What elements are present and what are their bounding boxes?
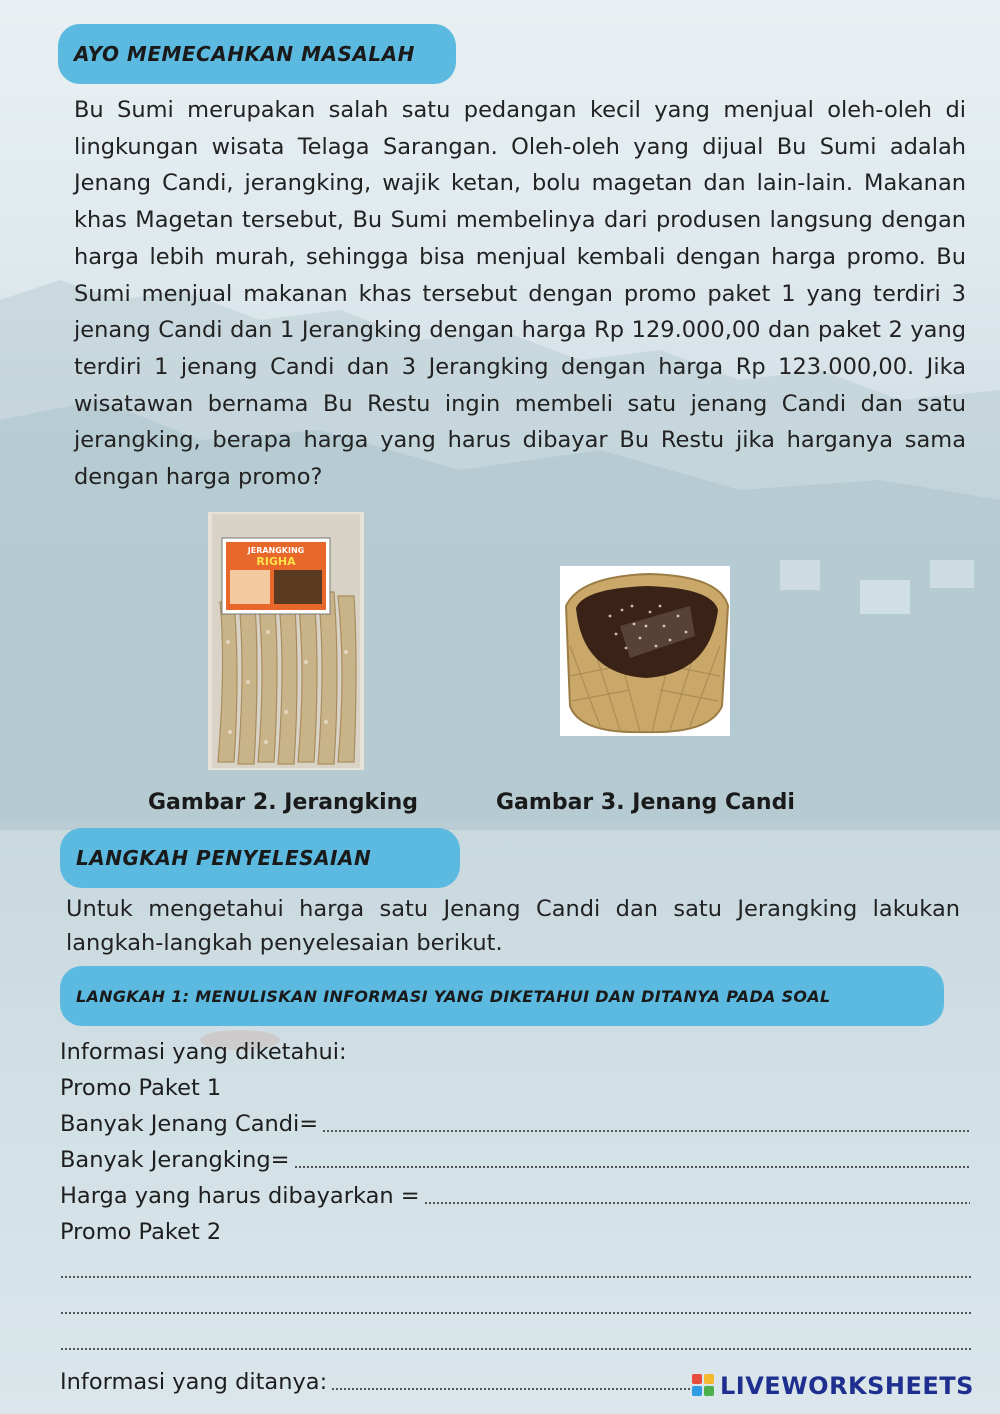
step-1-title: LANGKAH 1: MENULISKAN INFORMASI YANG DIKETAHUI DAN DITANYA PADA SOAL <box>60 966 944 1026</box>
section-title-langkah-penyelesaian: LANGKAH PENYELESAIAN <box>60 828 460 888</box>
known-info-label: Informasi yang diketahui: <box>60 1039 347 1065</box>
jerangking-qty-label: Banyak Jerangking= <box>60 1147 290 1173</box>
jerangking-qty-row <box>60 1142 970 1178</box>
promo-1-heading <box>60 1070 970 1106</box>
known-info-heading <box>60 1034 970 1070</box>
jerangking-photo <box>208 512 364 770</box>
figure-2-caption: Gambar 2. Jerangking <box>148 790 419 815</box>
problem-paragraph: Bu Sumi merupakan salah satu pedangan kecil yang menjual oleh-oleh di lingkungan wisata Telaga Sarangan. Oleh-oleh yang dijual Bu Sumi adalah Jenang Candi, jerangking, wajik ketan, bolu magetan dan lain-lain. Makanan khas Magetan tersebut, Bu Sumi membelinya dari produsen langsung dengan harga lebih murah, sehingga bisa menjual kembali dengan harga promo. Bu Sumi menjual makanan khas tersebut dengan promo paket 1 yang terdiri 3 jenang Candi dan 1 Jerangking dengan harga Rp 129.000,00 dan paket 2 yang terdiri 1 jenang Candi dan 3 Jerangking dengan harga Rp 123.000,00. Jika wisatawan bernama Bu Restu ingin membeli satu jenang Candi dan satu jerangking, berapa harga yang harus dibayar Bu Restu jika harganya sama dengan harga promo? <box>74 97 966 491</box>
jenang-candi-qty-label: Banyak Jenang Candi= <box>60 1111 319 1137</box>
asked-info-label: Informasi yang ditanya: <box>60 1369 328 1395</box>
section-title-ayo-memecahkan-masalah: AYO MEMECAHKAN MASALAH <box>58 24 456 84</box>
price-label: Harga yang harus dibayarkan = <box>60 1183 420 1209</box>
steps-intro-paragraph: Untuk mengetahui harga satu Jenang Candi dan satu Jerangking lakukan langkah-langkah penyelesaian berikut. <box>66 896 960 956</box>
price-answer-field[interactable] <box>424 1200 970 1206</box>
liveworksheets-icon <box>692 1374 716 1398</box>
promo-1-label: Promo Paket 1 <box>60 1075 222 1101</box>
jenang-candi-photo <box>560 566 730 736</box>
liveworksheets-logo[interactable] <box>692 1370 974 1402</box>
price-row <box>60 1178 970 1214</box>
promo-2-label: Promo Paket 2 <box>60 1219 222 1245</box>
liveworksheets-text: LIVEWORKSHEETS <box>720 1372 974 1400</box>
package-name-text: RIGHA <box>256 555 296 568</box>
jerangking-qty-answer-field[interactable] <box>294 1164 970 1170</box>
asked-info-answer-field[interactable] <box>331 1386 700 1392</box>
promo-2-answer-line-1[interactable] <box>60 1274 972 1280</box>
promo-2-heading <box>60 1214 970 1250</box>
asked-info-row <box>60 1364 700 1400</box>
jenang-candi-qty-answer-field[interactable] <box>322 1128 970 1134</box>
promo-2-answer-line-2[interactable] <box>60 1310 972 1316</box>
package-brand-text: JERANGKING <box>247 546 305 555</box>
figure-3-caption: Gambar 3. Jenang Candi <box>496 790 795 815</box>
jenang-candi-qty-row <box>60 1106 970 1142</box>
promo-2-answer-line-3[interactable] <box>60 1346 972 1352</box>
